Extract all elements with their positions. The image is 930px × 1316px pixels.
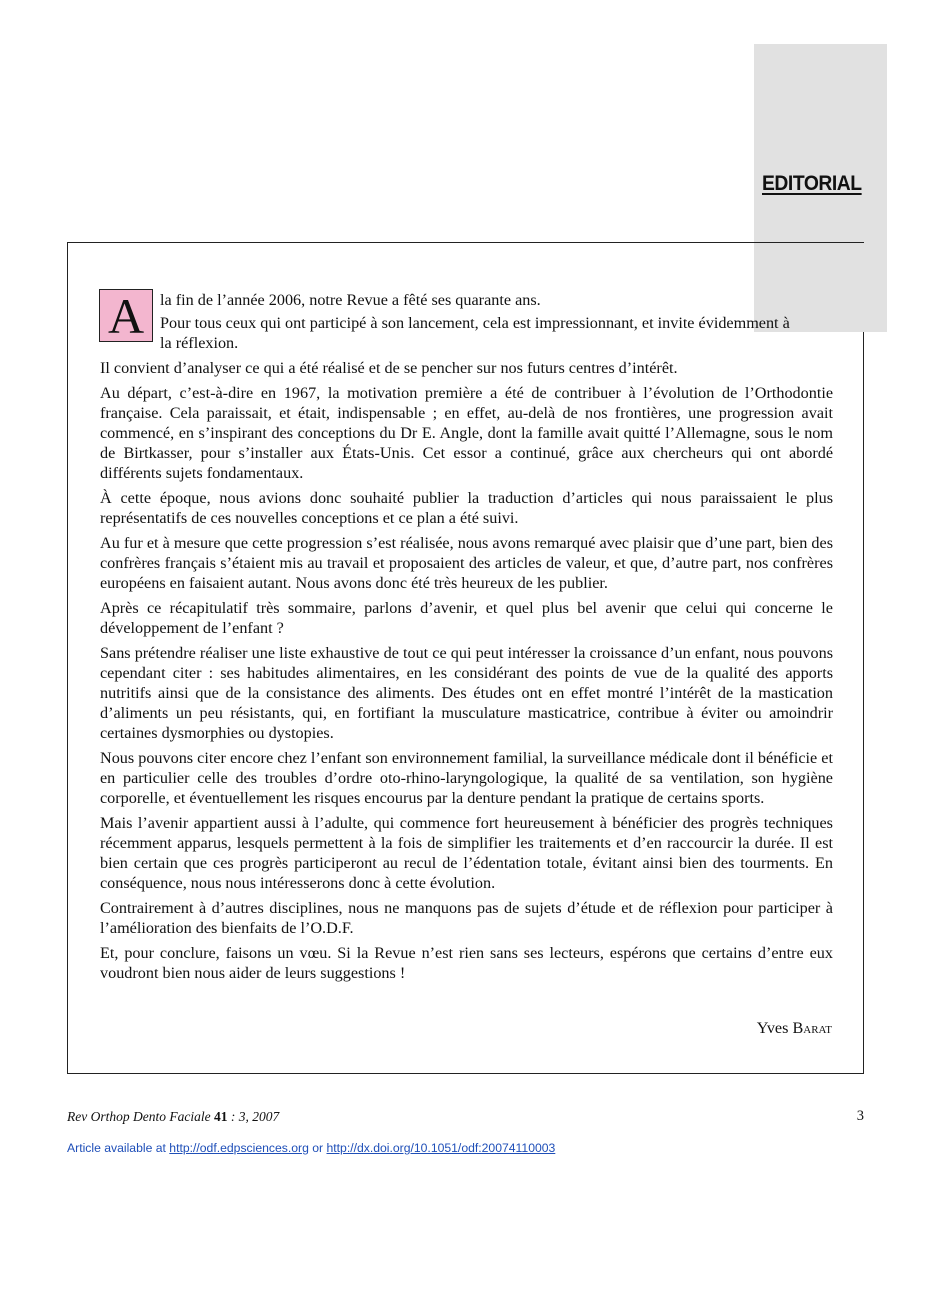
author-signature xyxy=(757,1019,832,1038)
paragraph-3: Il convient d’analyser ce qui a été réalisé et de se pencher sur nos futurs centres d’intérêt. xyxy=(100,359,678,377)
author-first-name: Yves xyxy=(756,1019,789,1037)
journal-name: Rev Orthop Dento Faciale xyxy=(67,1109,211,1124)
paragraph-5: À cette époque, nous avions donc souhaité publier la traduction d’articles qui nous paraissaient le plus représentatifs de ces nouvelles conceptions et ce plan a été suivi. xyxy=(100,489,833,527)
doi-link[interactable]: http://dx.doi.org/10.1051/odf:20074110003 xyxy=(326,1141,556,1155)
paragraph-9: Nous pouvons citer encore chez l’enfant son environnement familial, la surveillance médicale dont il bénéficie et en particulier celle des troubles d’ordre oto-rhino-laryngologique, la qualité de sa ventilation, son hygiène corporelle, et éventuellement les risques encourus par la denture pendant la pratique de certains sports. xyxy=(100,749,833,807)
paragraph-2: Pour tous ceux qui ont participé à son lancement, cela est impressionnant, et invite évidemment à la réflexion. xyxy=(160,314,790,352)
paragraph-8: Sans prétendre réaliser une liste exhaustive de tout ce qui peut intéresser la croissance d’un enfant, nous pouvons cependant citer : ses habitudes alimentaires, en les considérant des points de vue de la qualité des apports nutritifs ainsi que de la consistance des aliments. Des études ont en effet montré l’intérêt de la mastication d’aliments un peu résistants, qui, en fortifiant la musculature masticatrice, contribue à éviter ou amoindrir certaines dysmorphies ou dystopies. xyxy=(100,644,833,742)
paragraph-10: Mais l’avenir appartient aussi à l’adulte, qui commence fort heureusement à bénéficier des progrès techniques récemment apparus, lesquels permettent à la fois de simplifier les traitements et d’en raccourcir la durée. Il est bien certain que ces progrès participeront au recul de l’édentation totale, évitant ainsi bien des tourments. En conséquence, nous nous intéresserons donc à cette évolution. xyxy=(100,814,833,892)
paragraph-4: Au départ, c’est-à-dire en 1967, la motivation première a été de contribuer à l’évolution de l’Orthodontie française. Cela paraissait, et était, indispensable ; en effet, au-delà de nos frontières, une progression avait commencé, en s’inspirant des conceptions du Dr E. Angle, dont la famille avait quitté l’Allemagne, sous le nom de Birtkasser, pour s’installer aux États-Unis. Cet essor a continué, grâce aux chercheurs qui ont abordé différents sujets fondamentaux. xyxy=(100,384,833,482)
section-title: EDITORIAL xyxy=(762,172,862,195)
journal-volume: 41 xyxy=(213,1109,228,1124)
page-number: 3 xyxy=(856,1108,864,1124)
paragraph-11: Contrairement à d’autres disciplines, nous ne manquons pas de sujets d’étude et de réflexion pour participer à l’amélioration des bienfaits de l’O.D.F. xyxy=(100,899,833,937)
journal-citation xyxy=(67,1109,279,1125)
paragraph-12: Et, pour conclure, faisons un vœu. Si la Revue n’est rien sans ses lecteurs, espérons que certains d’entre eux voudront bien nous aider de leurs suggestions ! xyxy=(100,944,833,982)
availability-prefix: Article available at xyxy=(67,1141,170,1155)
journal-issue: : 3, 2007 xyxy=(227,1109,280,1124)
paragraph-6: Au fur et à mesure que cette progression s’est réalisée, nous avons remarqué avec plaisir que d’une part, bien des confrères français s’étaient mis au travail et proposaient des articles de valeur, et que, d’autre part, nos confrères européens en faisaient autant. Nous avons donc été très heureux de les publier. xyxy=(100,534,833,592)
drop-cap: A xyxy=(99,289,153,342)
editorial-frame-right-edge xyxy=(863,332,864,1074)
availability-line xyxy=(67,1141,555,1155)
paragraph-7: Après ce récapitulatif très sommaire, parlons d’avenir, et quel plus bel avenir que celui qui concerne le développement de l’enfant ? xyxy=(100,599,833,637)
availability-or: or xyxy=(308,1141,327,1155)
article-body xyxy=(100,290,833,988)
author-last-name: Barat xyxy=(792,1019,832,1037)
paragraph-1: la fin de l’année 2006, notre Revue a fêté ses quarante ans. xyxy=(160,291,541,309)
edp-link[interactable]: http://odf.edpsciences.org xyxy=(169,1141,309,1155)
